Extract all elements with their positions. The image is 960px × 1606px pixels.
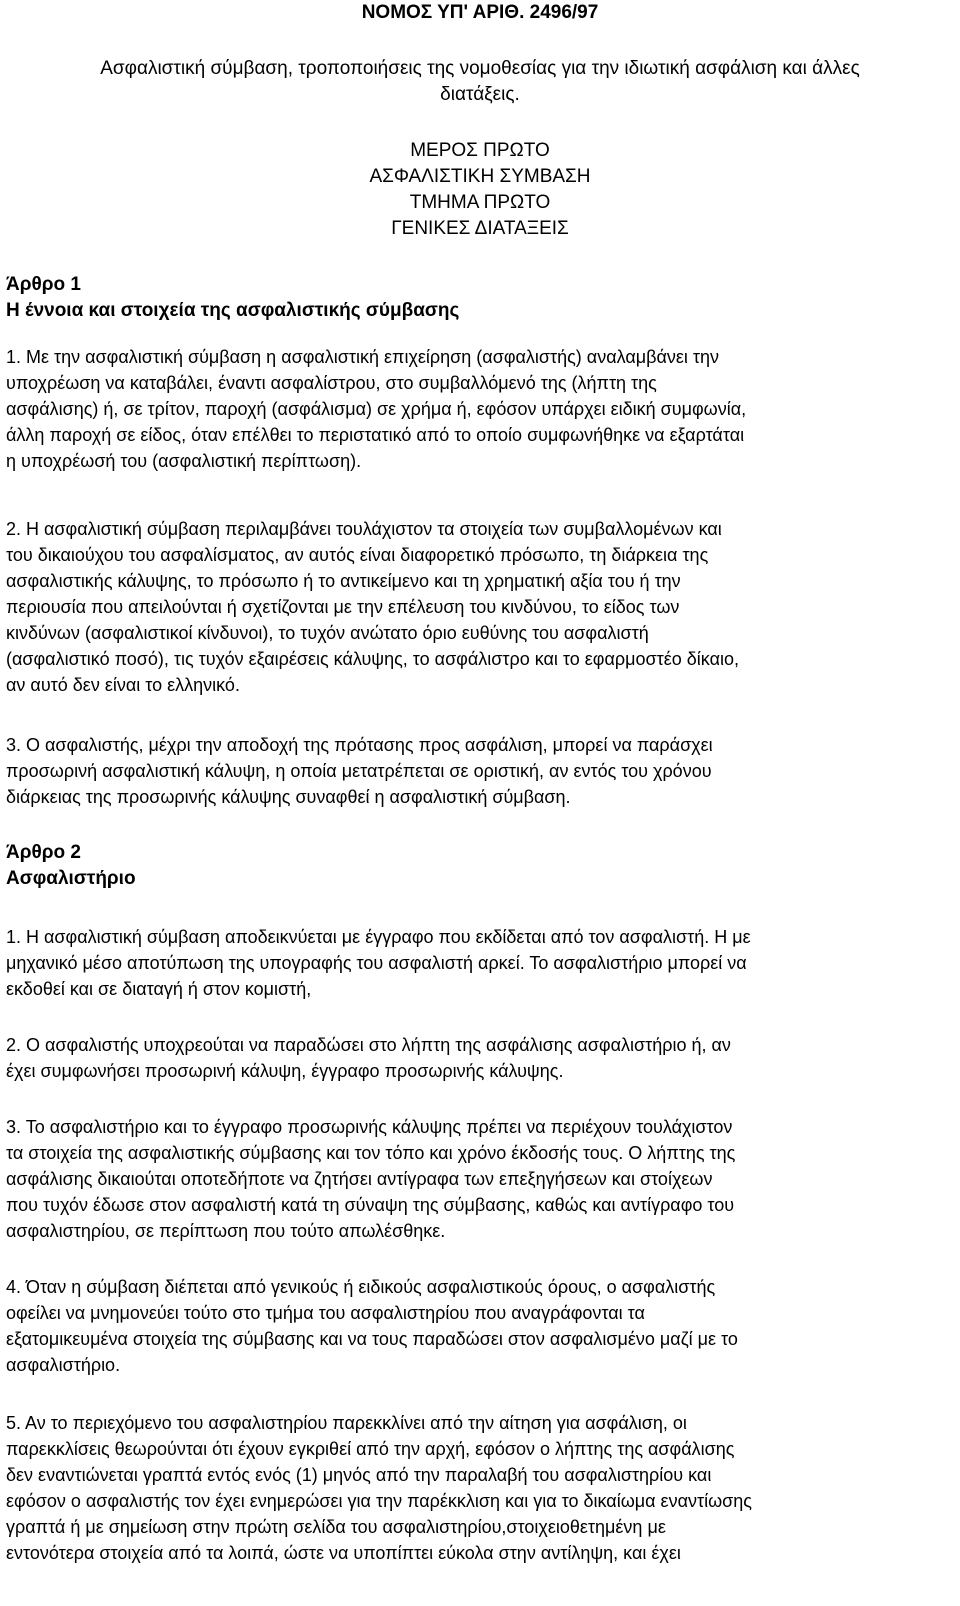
law-subtitle-line: Ασφαλιστική σύμβαση, τροποποιήσεις της νομοθεσίας για την ιδιωτική ασφάλιση και άλλες: [100, 58, 860, 79]
law-title: ΝΟΜΟΣ ΥΠ' ΑΡΙΘ. 2496/97: [361, 2, 599, 23]
section-heading: ΓΕΝΙΚΕΣ ΔΙΑΤΑΞΕΙΣ: [391, 218, 569, 239]
part-headings: [0, 138, 960, 242]
article-2-paragraph-3: 3. Το ασφαλιστήριο και το έγγραφο προσωρινής κάλυψης πρέπει να περιέχουν τουλάχιστον τα στοιχεία της ασφαλιστικής σύμβασης και τον τόπο και χρόνο έκδοσής τους. Ο λήπτης της ασφάλισης δικαιούται οποτεδήποτε να ζητήσει αντίγραφα των επεξηγήσεων και στοίχεων που τυχόν έδωσε στον ασφαλιστή κατά τη σύναψη της σύμβασης, καθώς και αντίγραφο του ασφαλιστηρίου, σε περίπτωση που τούτο απωλέσθηκε.: [6, 1117, 736, 1241]
article-2-heading: [6, 840, 136, 892]
article-number: Άρθρο 1: [6, 274, 81, 295]
article-title: Η έννοια και στοιχεία της ασφαλιστικής σύμβασης: [6, 300, 460, 321]
article-number: Άρθρο 2: [6, 842, 81, 863]
article-1-paragraph-1: 1. Με την ασφαλιστική σύμβαση η ασφαλιστική επιχείρηση (ασφαλιστής) αναλαμβάνει την υποχρέωση να καταβάλει, έναντι ασφαλίστρου, στο συμβαλλόμενό της (λήπτη της ασφάλισης) ή, σε τρίτον, παροχή (ασφάλισμα) σε χρήμα ή, εφόσον υπάρχει ειδική συμφωνία, άλλη παροχή σε είδος, όταν επέλθει το περιστατικό από το οποίο συμφωνήθηκε να εξαρτάται η υποχρέωσή του (ασφαλιστική περίπτωση).: [6, 347, 747, 471]
part-heading: ΑΣΦΑΛΙΣΤΙΚΗ ΣΥΜΒΑΣΗ: [369, 166, 591, 187]
article-2-paragraph-4: 4. Όταν η σύμβαση διέπεται από γενικούς ή ειδικούς ασφαλιστικούς όρους, ο ασφαλιστής οφείλει να μνημονεύει τούτο στο τμήμα του ασφαλιστηρίου που αναγράφονται τα εξατομικευμένα στοιχεία της σύμβασης και να τους παραδώσει στον ασφαλισμένο μαζί με το ασφαλιστήριο.: [6, 1277, 738, 1375]
article-2-paragraph-1: 1. Η ασφαλιστική σύμβαση αποδεικνύεται με έγγραφο που εκδίδεται από τον ασφαλιστή. Η με μηχανικό μέσο αποτύπωση της υπογραφής του ασφαλιστή αρκεί. Το ασφαλιστήριο μπορεί να εκδοθεί και σε διαταγή ή στον κομιστή,: [6, 927, 751, 999]
article-1-paragraph-2: 2. Η ασφαλιστική σύμβαση περιλαμβάνει τουλάχιστον τα στοιχεία των συμβαλλομένων και του δικαιούχου του ασφαλίσματος, αν αυτός είναι διαφορετικό πρόσωπο, τη διάρκεια της ασφαλιστικής κάλυψης, το πρόσωπο ή το αντικείμενο και τη χρηματική αξία του ή την περιουσία που απειλούνται ή σχετίζονται με την επέλευση του κινδύνου, το είδος των κινδύνων (ασφαλιστικοί κίνδυνοι), το τυχόν ανώτατο όριο ευθύνης του ασφαλιστή (ασφαλιστικό ποσό), τις τυχόν εξαιρέσεις κάλυψης, το ασφάλιστρο και το εφαρμοστέο δίκαιο, αν αυτό δεν είναι το ελληνικό.: [6, 519, 739, 695]
law-subtitle: [6, 56, 954, 108]
article-2-paragraph-2: 2. Ο ασφαλιστής υποχρεούται να παραδώσει στο λήπτη της ασφάλισης ασφαλιστήριο ή, αν έχει συμφωνήσει προσωρινή κάλυψη, έγγραφο προσωρινής κάλυψης.: [6, 1035, 731, 1081]
article-1-heading: [6, 272, 459, 324]
article-2-paragraph-5: 5. Αν το περιεχόμενο του ασφαλιστηρίου παρεκκλίνει από την αίτηση για ασφάλιση, οι παρεκκλίσεις θεωρούνται ότι έχουν εγκριθεί από την αρχή, εφόσον ο λήπτης της ασφάλισης δεν εναντιώνεται γραπτά εντός ενός (1) μηνός από την παραλαβή του ασφαλιστηρίου και εφόσον ο ασφαλιστής τον έχει ενημερώσει για την παρέκκλιση και για το δικαίωμα εναντίωσης γραπτά ή με σημείωση στην πρώτη σελίδα του ασφαλιστηρίου,στοιχειοθετημένη με εντονότερα στοιχεία από τα λοιπά, ώστε να υποπίπτει εύκολα στην αντίληψη, και έχει: [6, 1413, 752, 1563]
section-heading: ΤΜΗΜΑ ΠΡΩΤΟ: [409, 192, 551, 213]
article-1-paragraph-3: 3. Ο ασφαλιστής, μέχρι την αποδοχή της πρότασης προς ασφάλιση, μπορεί να παράσχει προσωρινή ασφαλιστική κάλυψη, η οποία μετατρέπεται σε οριστική, αν εντός του χρόνου διάρκειας της προσωρινής κάλυψης συναφθεί η ασφαλιστική σύμβαση.: [6, 735, 713, 807]
article-title: Ασφαλιστήριο: [6, 868, 136, 889]
part-heading: ΜΕΡΟΣ ΠΡΩΤΟ: [410, 140, 550, 161]
law-subtitle-line: διατάξεις.: [440, 84, 520, 105]
